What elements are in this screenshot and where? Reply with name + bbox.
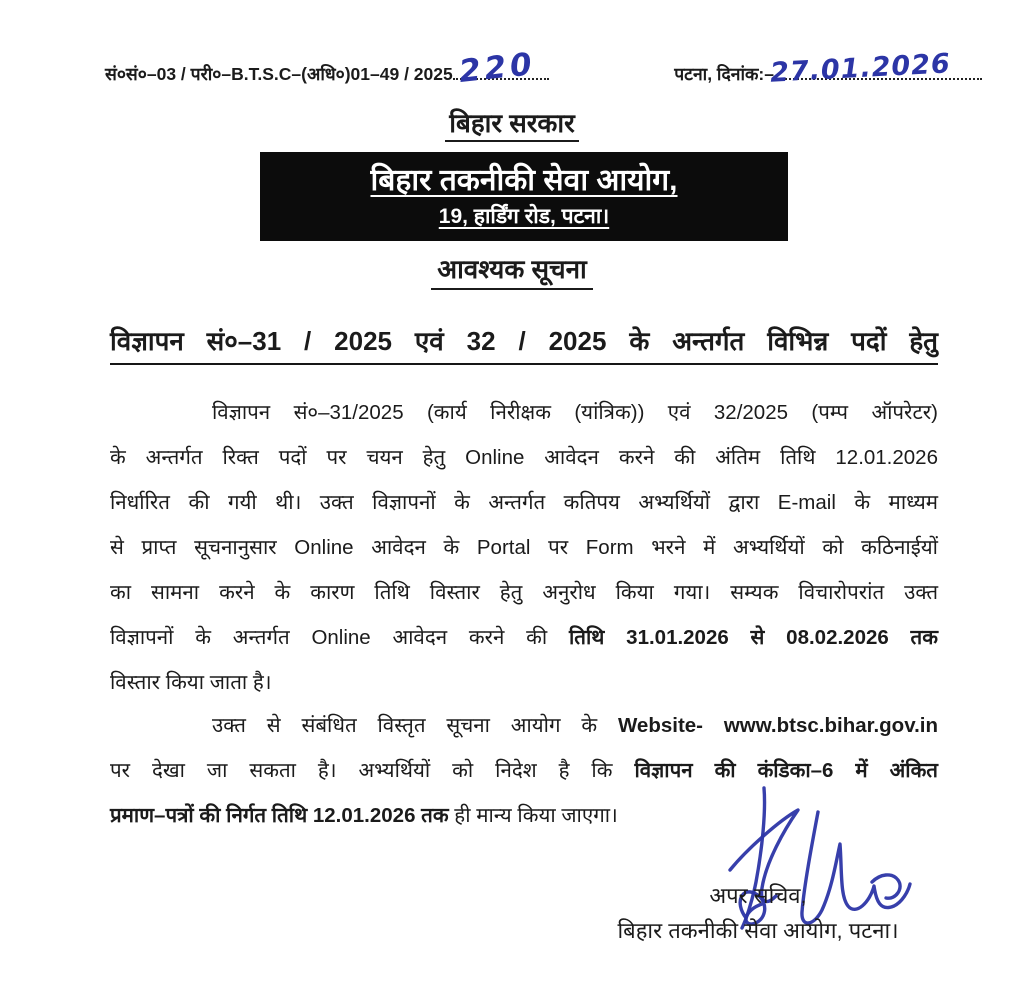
notice-line: पर देखा जा सकता है। अभ्यर्थियों को निदेश है कि विज्ञापन की कंडिका–6 में अंकित bbox=[110, 759, 938, 782]
notice-line: निर्धारित की गयी थी। उक्त विज्ञापनों के अन्तर्गत कतिपय अभ्यर्थियों द्वारा E-mail के माध्यम bbox=[110, 491, 938, 514]
website-url: Website- www.btsc.bihar.gov.in bbox=[617, 714, 938, 737]
notice-line: विज्ञापनों के अन्तर्गत Online आवेदन करने की तिथि 31.01.2026 से 08.02.2026 तक bbox=[110, 626, 938, 649]
signatory-organization: बिहार तकनीकी सेवा आयोग, पटना। bbox=[617, 918, 899, 943]
reference-number: सं०सं०–03 / परी०–B.T.S.C–(अधि०)01–49 / 2025 bbox=[105, 64, 453, 84]
notice-line: प्रमाण–पत्रों की निर्गत तिथि 12.01.2026 तक ही मान्य किया जाएगा। bbox=[110, 804, 618, 827]
bold-clause-reference: विज्ञापन की कंडिका–6 में अंकित bbox=[634, 759, 938, 782]
place-date-label: पटना, दिनांक:– bbox=[674, 64, 774, 84]
handwritten-date: 27.01.2026 bbox=[769, 48, 952, 89]
reference-group bbox=[105, 46, 549, 90]
reference-row bbox=[105, 46, 982, 90]
notice-line: उक्त से संबंधित विस्तृत सूचना आयोग के Website- www.btsc.bihar.gov.in bbox=[212, 714, 938, 737]
handwritten-letter-number: 220 bbox=[457, 46, 538, 90]
notice-line: विज्ञापन सं०–31/2025 (कार्य निरीक्षक (यांत्रिक)) एवं 32/2025 (पम्प ऑपरेटर) bbox=[212, 401, 938, 424]
paragraph-1 bbox=[110, 390, 938, 705]
organization-address: 19, हार्डिंग रोड, पटना। bbox=[438, 205, 610, 228]
bold-certificate-date: प्रमाण–पत्रों की निर्गत तिथि 12.01.2026 तक bbox=[110, 804, 449, 827]
dotted-leader bbox=[453, 46, 549, 90]
bold-date-range: तिथि 31.01.2026 से 08.02.2026 तक bbox=[568, 626, 938, 649]
government-title: बिहार सरकार bbox=[0, 104, 1024, 140]
notice-heading: आवश्यक सूचना bbox=[0, 250, 1024, 286]
notice-line: से प्राप्त सूचनानुसार Online आवेदन के Portal पर Form भरने में अभ्यर्थियों को कठिनाईयों bbox=[110, 536, 938, 559]
organization-banner bbox=[260, 152, 788, 241]
paragraph-2 bbox=[110, 703, 938, 838]
signature-block bbox=[572, 878, 944, 948]
notice-line: का सामना करने के कारण तिथि विस्तार हेतु अनुरोध किया गया। सम्यक विचारोपरांत उक्त bbox=[110, 581, 938, 604]
subject-line: विज्ञापन सं०–31 / 2025 एवं 32 / 2025 के अन्तर्गत विभिन्न पदों हेतु bbox=[110, 322, 938, 365]
notice-line: के अन्तर्गत रिक्त पदों पर चयन हेतु Online आवेदन करने की अंतिम तिथि 12.01.2026 bbox=[110, 446, 938, 469]
place-date-group bbox=[674, 48, 982, 89]
notice-line: विस्तार किया जाता है। bbox=[110, 671, 272, 694]
signatory-designation: अपर सचिव, bbox=[709, 883, 807, 908]
organization-name: बिहार तकनीकी सेवा आयोग, bbox=[370, 164, 678, 197]
dotted-leader bbox=[769, 48, 982, 89]
